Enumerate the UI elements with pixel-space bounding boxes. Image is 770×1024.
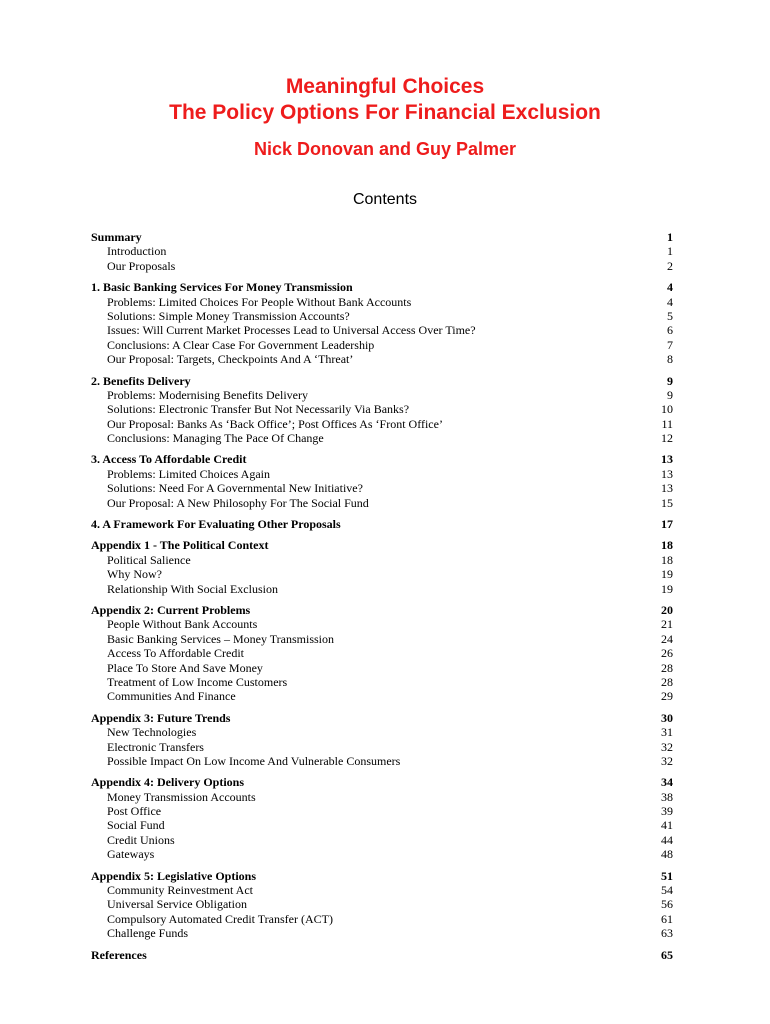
toc-subentry-page: 28 [661, 674, 673, 689]
toc-entry-sub[interactable] [91, 553, 673, 567]
toc-entry-title: 1. Basic Banking Services For Money Transmission [91, 280, 353, 295]
document-subtitle: The Policy Options For Financial Exclusion [169, 101, 601, 124]
toc-entry-title: Appendix 3: Future Trends [91, 710, 231, 725]
toc-entry-sub[interactable] [91, 402, 673, 416]
toc-entry-main[interactable] [91, 230, 673, 244]
toc-entry-main[interactable] [91, 948, 673, 962]
toc-entry-title: Appendix 1 - The Political Context [91, 538, 269, 553]
toc-subentry-title: Communities And Finance [107, 689, 236, 704]
toc-entry-sub[interactable] [91, 661, 673, 675]
toc-subentry-title: Problems: Limited Choices Again [107, 466, 270, 481]
toc-subentry-title: Possible Impact On Low Income And Vulnerable Consumers [107, 753, 401, 768]
toc-entry-sub[interactable] [91, 926, 673, 940]
toc-entry-page: 13 [661, 452, 673, 467]
toc-entry-sub[interactable] [91, 740, 673, 754]
toc-subentry-page: 11 [661, 416, 673, 431]
toc-subentry-page: 26 [661, 646, 673, 661]
toc-subentry-page: 15 [661, 495, 673, 510]
toc-section [91, 230, 673, 273]
toc-entry-title: Summary [91, 230, 142, 244]
toc-entry-page: 34 [661, 775, 673, 790]
toc-subentry-title: Basic Banking Services – Money Transmission [107, 631, 334, 646]
toc-entry-title: References [91, 947, 147, 962]
toc-entry-main[interactable] [91, 280, 673, 294]
toc-subentry-title: Community Reinvestment Act [107, 883, 253, 898]
toc-subentry-page: 32 [661, 753, 673, 768]
toc-entry-sub[interactable] [91, 632, 673, 646]
title-block [0, 74, 770, 161]
toc-section [91, 603, 673, 704]
toc-entry-main[interactable] [91, 775, 673, 789]
toc-entry-sub[interactable] [91, 754, 673, 768]
toc-subentry-title: Money Transmission Accounts [107, 789, 256, 804]
toc-subentry-page: 13 [661, 481, 673, 496]
toc-subentry-title: Problems: Modernising Benefits Delivery [107, 387, 308, 402]
document-title: Meaningful Choices [285, 75, 485, 98]
toc-subentry-title: New Technologies [107, 725, 197, 740]
table-of-contents [91, 230, 673, 969]
toc-subentry-page: 8 [667, 352, 673, 367]
toc-subentry-title: Social Fund [107, 818, 165, 833]
toc-entry-sub[interactable] [91, 323, 673, 337]
toc-subentry-page: 7 [667, 337, 673, 352]
toc-entry-page: 51 [661, 868, 673, 883]
toc-entry-sub[interactable] [91, 244, 673, 258]
toc-subentry-page: 1 [667, 244, 673, 259]
toc-entry-sub[interactable] [91, 818, 673, 832]
toc-subentry-page: 61 [661, 911, 673, 926]
toc-entry-sub[interactable] [91, 259, 673, 273]
toc-section [91, 948, 673, 962]
toc-entry-sub[interactable] [91, 725, 673, 739]
toc-section [91, 869, 673, 941]
toc-entry-sub[interactable] [91, 675, 673, 689]
toc-entry-sub[interactable] [91, 847, 673, 861]
toc-subentry-page: 31 [661, 725, 673, 740]
toc-entry-main[interactable] [91, 374, 673, 388]
toc-section [91, 775, 673, 861]
toc-subentry-page: 44 [661, 832, 673, 847]
toc-subentry-page: 29 [661, 689, 673, 704]
toc-subentry-page: 19 [661, 567, 673, 582]
toc-subentry-title: Treatment of Low Income Customers [107, 674, 288, 689]
toc-entry-sub[interactable] [91, 567, 673, 581]
toc-subentry-title: Challenge Funds [107, 926, 188, 941]
toc-entry-sub[interactable] [91, 309, 673, 323]
toc-subentry-title: Why Now? [107, 567, 162, 582]
toc-entry-title: Appendix 2: Current Problems [91, 602, 251, 617]
toc-subentry-page: 32 [661, 739, 673, 754]
toc-entry-sub[interactable] [91, 689, 673, 703]
toc-subentry-page: 5 [667, 308, 673, 323]
toc-entry-title: Appendix 5: Legislative Options [91, 868, 257, 883]
toc-section [91, 538, 673, 596]
toc-entry-page: 9 [667, 373, 673, 388]
toc-subentry-title: Conclusions: Managing The Pace Of Change [107, 431, 324, 446]
toc-entry-sub[interactable] [91, 883, 673, 897]
toc-section [91, 374, 673, 446]
toc-entry-sub[interactable] [91, 790, 673, 804]
toc-entry-sub[interactable] [91, 646, 673, 660]
toc-subentry-page: 28 [661, 660, 673, 675]
toc-entry-page: 18 [661, 538, 673, 553]
toc-section [91, 452, 673, 510]
toc-entry-sub[interactable] [91, 431, 673, 445]
toc-entry-sub[interactable] [91, 496, 673, 510]
toc-subentry-page: 41 [661, 818, 673, 833]
toc-entry-page: 17 [661, 517, 673, 532]
toc-entry-sub[interactable] [91, 912, 673, 926]
toc-subentry-page: 48 [661, 847, 673, 862]
toc-subentry-page: 9 [667, 387, 673, 402]
toc-subentry-title: Relationship With Social Exclusion [107, 581, 278, 596]
toc-subentry-title: Compulsory Automated Credit Transfer (ACT) [107, 911, 333, 926]
toc-subentry-title: Our Proposal: Banks As ‘Back Office’; Post Offices As ‘Front Office’ [107, 416, 443, 431]
toc-subentry-title: Solutions: Simple Money Transmission Accounts? [107, 308, 350, 323]
toc-subentry-title: Post Office [107, 804, 162, 819]
toc-subentry-page: 19 [661, 581, 673, 596]
toc-entry-page: 4 [667, 280, 673, 295]
toc-entry-sub[interactable] [91, 352, 673, 366]
toc-entry-page: 65 [661, 947, 673, 962]
toc-subentry-title: Access To Affordable Credit [107, 646, 245, 661]
document-authors: Nick Donovan and Guy Palmer [253, 139, 517, 159]
toc-entry-sub[interactable] [91, 295, 673, 309]
toc-entry-sub[interactable] [91, 617, 673, 631]
toc-subentry-title: People Without Bank Accounts [107, 617, 258, 632]
toc-entry-sub[interactable] [91, 804, 673, 818]
toc-subentry-title: Political Salience [107, 552, 191, 567]
toc-entry-title: 2. Benefits Delivery [91, 373, 191, 388]
toc-entry-main[interactable] [91, 603, 673, 617]
toc-entry-title: Appendix 4: Delivery Options [91, 775, 245, 790]
toc-subentry-title: Issues: Will Current Market Processes Lead to Universal Access Over Time? [107, 323, 476, 338]
toc-subentry-title: Our Proposal: Targets, Checkpoints And A ‘Threat’ [107, 352, 354, 367]
toc-subentry-title: Solutions: Electronic Transfer But Not Necessarily Via Banks? [107, 402, 410, 417]
toc-entry-sub[interactable] [91, 388, 673, 402]
toc-subentry-page: 24 [661, 631, 673, 646]
toc-subentry-page: 2 [667, 258, 673, 273]
toc-entry-sub[interactable] [91, 338, 673, 352]
toc-subentry-page: 63 [661, 926, 673, 941]
toc-subentry-page: 39 [661, 804, 673, 819]
toc-subentry-title: Our Proposal: A New Philosophy For The Social Fund [107, 495, 369, 510]
toc-entry-main[interactable] [91, 538, 673, 552]
toc-entry-sub[interactable] [91, 897, 673, 911]
toc-subentry-title: Introduction [107, 244, 167, 259]
toc-subentry-title: Electronic Transfers [107, 739, 204, 754]
toc-subentry-title: Gateways [107, 847, 155, 862]
toc-entry-page: 20 [661, 602, 673, 617]
toc-subentry-title: Problems: Limited Choices For People Without Bank Accounts [107, 294, 412, 309]
toc-subentry-page: 21 [661, 617, 673, 632]
toc-entry-sub[interactable] [91, 467, 673, 481]
toc-subentry-title: Solutions: Need For A Governmental New Initiative? [107, 481, 363, 496]
toc-subentry-page: 13 [661, 466, 673, 481]
toc-subentry-page: 4 [667, 294, 673, 309]
toc-entry-sub[interactable] [91, 833, 673, 847]
toc-entry-main[interactable] [91, 711, 673, 725]
toc-entry-sub[interactable] [91, 417, 673, 431]
toc-entry-main[interactable] [91, 517, 673, 531]
toc-subentry-page: 38 [661, 789, 673, 804]
toc-subentry-title: Our Proposals [107, 258, 176, 273]
toc-entry-main[interactable] [91, 869, 673, 883]
toc-subentry-page: 12 [661, 431, 673, 446]
toc-subentry-page: 18 [661, 552, 673, 567]
toc-subentry-page: 10 [661, 402, 673, 417]
toc-entry-page: 30 [661, 710, 673, 725]
toc-subentry-title: Universal Service Obligation [107, 897, 247, 912]
toc-entry-title: 3. Access To Affordable Credit [91, 452, 247, 467]
toc-entry-main[interactable] [91, 452, 673, 466]
contents-heading: Contents [352, 191, 418, 208]
toc-subentry-page: 6 [667, 323, 673, 338]
toc-subentry-title: Conclusions: A Clear Case For Government Leadership [107, 337, 375, 352]
toc-subentry-page: 56 [661, 897, 673, 912]
toc-subentry-title: Credit Unions [107, 832, 175, 847]
toc-entry-page: 1 [667, 230, 673, 244]
toc-entry-sub[interactable] [91, 481, 673, 495]
toc-section [91, 280, 673, 366]
toc-subentry-page: 54 [661, 883, 673, 898]
toc-entry-sub[interactable] [91, 582, 673, 596]
toc-section [91, 517, 673, 531]
toc-entry-title: 4. A Framework For Evaluating Other Proposals [91, 517, 341, 532]
toc-section [91, 711, 673, 769]
toc-subentry-title: Place To Store And Save Money [107, 660, 263, 675]
